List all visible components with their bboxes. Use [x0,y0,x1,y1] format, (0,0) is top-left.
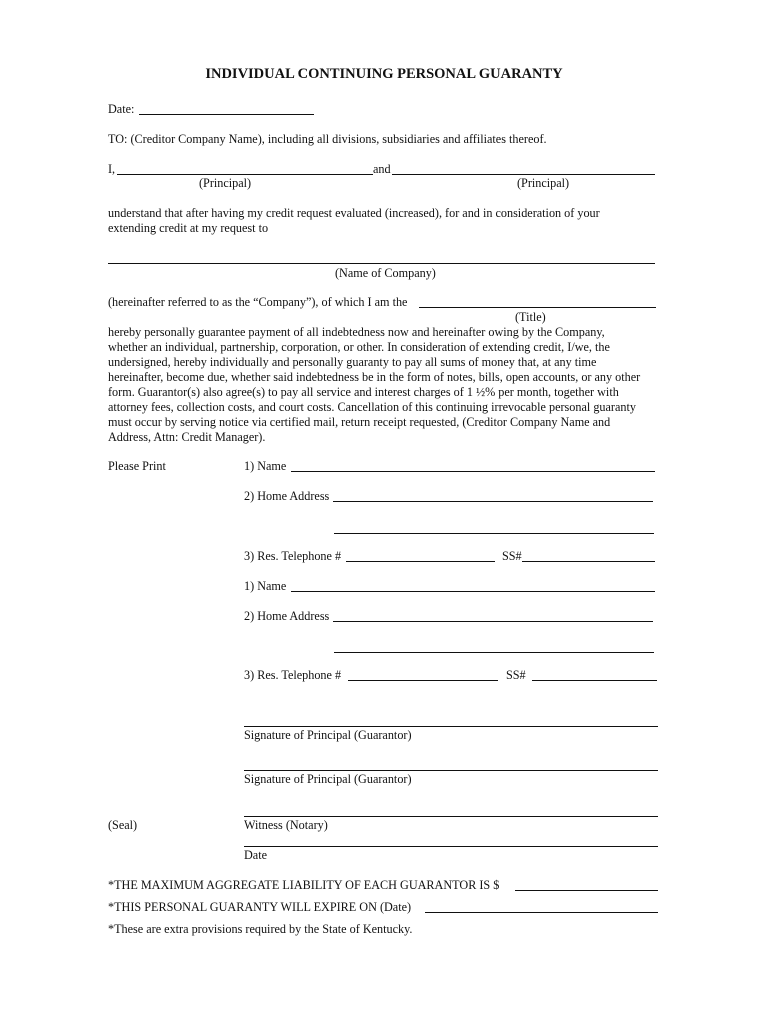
signature-field-line-1[interactable] [244,726,658,727]
body-line: attorney fees, collection costs, and court costs. Cancellation of this continuing irrevocable personal guaranty [108,400,636,414]
telephone-field-line-1[interactable] [346,561,495,562]
witness-field-line[interactable] [244,816,658,817]
expire-date-field-line[interactable] [425,912,658,913]
name-label-1: 1) Name [244,459,287,473]
name-label-2: 1) Name [244,579,287,593]
body-line: hereby personally guarantee payment of all indebtedness now and hereinafter owing by the Company, [108,325,605,339]
home-address-field-line-2b[interactable] [334,652,654,653]
home-address-field-line-1b[interactable] [334,533,654,534]
to-line: TO: (Creditor Company Name), including all divisions, subsidiaries and affiliates thereof. [108,132,547,146]
signature-label-1: Signature of Principal (Guarantor) [244,728,412,742]
principal-caption-2: (Principal) [517,176,570,190]
date-label: Date: [108,102,135,116]
principal-1-field-line[interactable] [117,174,373,175]
body-line: Address, Attn: Credit Manager). [108,430,266,444]
ss-field-line-1[interactable] [522,561,655,562]
signature-field-line-2[interactable] [244,770,658,771]
telephone-field-line-2[interactable] [348,680,498,681]
title-field-line[interactable] [419,307,656,308]
body-line: form. Guarantor(s) also agree(s) to pay all service and interest charges of 1 ½% per month, together with [108,385,619,399]
telephone-label-2: 3) Res. Telephone # [244,668,342,682]
seal-label: (Seal) [108,818,138,832]
company-name-field-line[interactable] [108,263,655,264]
date-sign-field-line[interactable] [244,846,658,847]
principal-caption-1: (Principal) [199,176,252,190]
expire-line: *THIS PERSONAL GUARANTY WILL EXPIRE ON (Date) [108,900,412,914]
understand-line-2: extending credit at my request to [108,221,269,235]
name-field-line-2[interactable] [291,591,655,592]
body-line: hereinafter, become due, whether said indebtedness be in the form of notes, bills, open accounts, or any other [108,370,641,384]
telephone-label-1: 3) Res. Telephone # [244,549,342,563]
please-print-label: Please Print [108,459,166,473]
home-address-label-2: 2) Home Address [244,609,330,623]
body-line: undersigned, hereby individually and personally guaranty to pay all sums of money that, at any time [108,355,597,369]
ss-label-2: SS# [506,668,526,682]
max-liability-field-line[interactable] [515,890,658,891]
company-caption: (Name of Company) [335,266,436,280]
understand-line-1: understand that after having my credit request evaluated (increased), for and in consideration of your [108,206,600,220]
date-field-line[interactable] [139,114,314,115]
name-field-line-1[interactable] [291,471,655,472]
home-address-field-line-2a[interactable] [333,621,653,622]
i-label: I, [108,162,116,176]
date-sign-label: Date [244,848,268,862]
ss-label-1: SS# [502,549,522,563]
principal-2-field-line[interactable] [392,174,655,175]
body-line: whether an individual, partnership, corporation, or other. In consideration of extending credit, I/we, the [108,340,610,354]
body-line: must occur by serving notice via certified mail, return receipt requested, (Creditor Company Name and [108,415,611,429]
witness-label: Witness (Notary) [244,818,328,832]
home-address-label-1: 2) Home Address [244,489,330,503]
max-liability-line: *THE MAXIMUM AGGREGATE LIABILITY OF EACH GUARANTOR IS $ [108,878,500,892]
footnote: *These are extra provisions required by the State of Kentucky. [108,922,413,936]
hereinafter-line: (hereinafter referred to as the “Company”), of which I am the [108,295,408,309]
and-label: and [373,162,391,176]
signature-label-2: Signature of Principal (Guarantor) [244,772,412,786]
home-address-field-line-1a[interactable] [333,501,653,502]
document-title: INDIVIDUAL CONTINUING PERSONAL GUARANTY [205,66,563,82]
title-caption: (Title) [515,310,546,324]
ss-field-line-2[interactable] [532,680,657,681]
